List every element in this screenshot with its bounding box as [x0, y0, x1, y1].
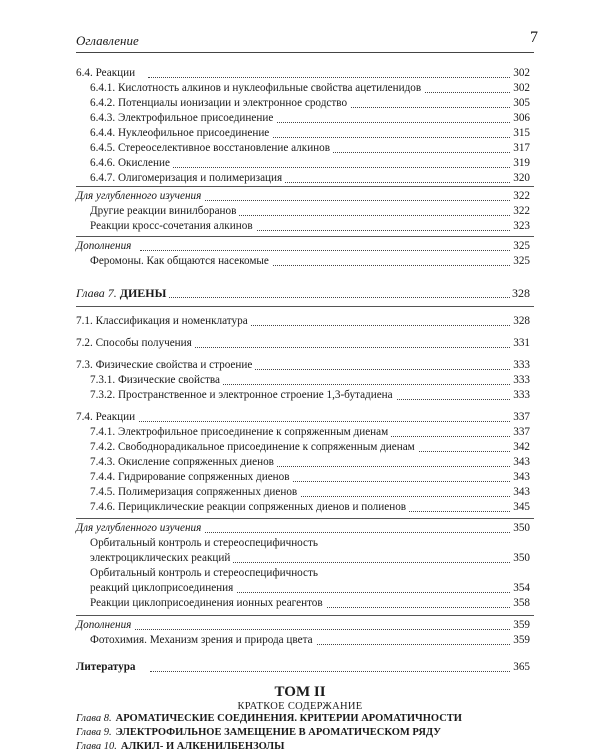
- toc-entry-page: 354: [513, 582, 530, 594]
- toc-entry-page: 337: [513, 411, 530, 423]
- toc-entry-page: 342: [513, 441, 530, 453]
- toc-entry-page: 305: [513, 97, 530, 109]
- toc-entry-title: 6.4.2. Потенциалы ионизации и электронное сродство: [90, 96, 350, 111]
- toc-entry-title: 7.4. Реакции: [76, 410, 138, 425]
- toc-entry: [0, 66, 600, 81]
- chapter-label: Глава 7.: [76, 286, 117, 300]
- toc-entry: [0, 521, 600, 536]
- section-rule: [76, 186, 534, 187]
- chapter-title: ДИЕНЫ: [119, 286, 167, 300]
- toc-entry-page: 343: [513, 456, 530, 468]
- toc-entry-page: 302: [513, 67, 530, 79]
- chapter-label: Глава 9.: [76, 727, 112, 738]
- toc-entry-page: 343: [513, 471, 530, 483]
- toc-entry-title: Реакции кросс-сочетания алкинов: [90, 219, 256, 234]
- toc-entry: [0, 189, 600, 204]
- toc-entry: [0, 581, 600, 596]
- toc-entry: [0, 633, 600, 648]
- toc-entry-title: 6.4.1. Кислотность алкинов и нуклеофильные свойства ацетиленидов: [90, 81, 424, 96]
- toc-entry-title: Фотохимия. Механизм зрения и природа цвета: [90, 633, 316, 648]
- toc-entry-page: 350: [513, 552, 530, 564]
- volume2-chapter: [76, 741, 284, 752]
- toc-entry: [0, 254, 600, 269]
- toc-entry-page: 350: [513, 522, 530, 534]
- toc-entry-page: 365: [513, 661, 530, 673]
- toc-entry-title: 6.4.5. Стереоселективное восстановление алкинов: [90, 141, 333, 156]
- toc-entry: [0, 410, 600, 425]
- toc-entry-title: 6.4.4. Нуклеофильное присоединение: [90, 126, 272, 141]
- toc-entry-title: 7.3.2. Пространственное и электронное строение 1,3-бутадиена: [90, 388, 396, 403]
- toc-entry-title: 7.3. Физические свойства и строение: [76, 358, 255, 373]
- toc-entry-page: 328: [512, 286, 530, 300]
- toc-chapter-entry: [0, 286, 600, 301]
- toc-entry-title: Для углубленного изучения: [76, 521, 204, 536]
- toc-entry: [0, 388, 600, 403]
- toc-entry: [0, 358, 600, 373]
- toc-entry-title: 6.4.6. Окисление: [90, 156, 173, 171]
- toc-entry: [0, 314, 600, 329]
- toc-entry: [0, 126, 600, 141]
- toc-entry: [0, 425, 600, 440]
- toc-entry-title: Литература: [76, 660, 139, 675]
- toc-entry: [0, 536, 600, 551]
- toc-entry-page: 320: [513, 172, 530, 184]
- section-rule: [76, 236, 534, 237]
- toc-entry-title: 6.4.3. Электрофильное присоединение: [90, 111, 276, 126]
- chapter-title: ЭЛЕКТРОФИЛЬНОЕ ЗАМЕЩЕНИЕ В АРОМАТИЧЕСКОМ РЯДУ: [115, 727, 441, 738]
- chapter-label: Глава 10.: [76, 741, 117, 752]
- toc-entry-title: 7.1. Классификация и номенклатура: [76, 314, 251, 329]
- toc-entry-title: Другие реакции винилборанов: [90, 204, 239, 219]
- toc-entry: [0, 551, 600, 566]
- toc-entry-page: 322: [513, 190, 530, 202]
- toc-entry: [0, 81, 600, 96]
- chapter-title: АРОМАТИЧЕСКИЕ СОЕДИНЕНИЯ. КРИТЕРИИ АРОМАТИЧНОСТИ: [115, 713, 462, 724]
- toc-entry: [0, 141, 600, 156]
- toc-entry-title: Дополнения: [76, 239, 134, 254]
- toc-entry-title: 7.3.1. Физические свойства: [90, 373, 223, 388]
- toc-entry-page: 302: [513, 82, 530, 94]
- toc-entry-page: 343: [513, 486, 530, 498]
- toc-entry-page: 323: [513, 220, 530, 232]
- toc-entry-title: Дополнения: [76, 618, 134, 633]
- volume2-chapter: [76, 713, 462, 724]
- toc-entry-page: 345: [513, 501, 530, 513]
- toc-entry-title: 6.4. Реакции: [76, 66, 138, 81]
- page-number: 7: [530, 29, 538, 46]
- toc-entry-title: Для углубленного изучения: [76, 189, 204, 204]
- toc-entry: [0, 336, 600, 351]
- toc-entry-title: электроциклических реакций: [90, 551, 233, 566]
- toc-entry: [0, 373, 600, 388]
- toc-entry-page: 322: [513, 205, 530, 217]
- toc-entry: [0, 239, 600, 254]
- section-rule: [76, 518, 534, 519]
- toc-entry-page: 358: [513, 597, 530, 609]
- toc-entry-title: 7.4.5. Полимеризация сопряженных диенов: [90, 485, 300, 500]
- toc-entry-page: 333: [513, 359, 530, 371]
- toc-entry: [0, 219, 600, 234]
- toc-entry: [0, 500, 600, 515]
- toc-entry: [0, 485, 600, 500]
- toc-entry-title: 7.4.4. Гидрирование сопряженных диенов: [90, 470, 293, 485]
- toc-entry-page: 306: [513, 112, 530, 124]
- toc-entry-page: 328: [513, 315, 530, 327]
- toc-entry-title: 7.4.2. Свободнорадикальное присоединение к сопряженным диенам: [90, 440, 418, 455]
- section-rule: [76, 306, 534, 307]
- toc-entry: [0, 618, 600, 633]
- toc-entry-page: 315: [513, 127, 530, 139]
- chapter-label: Глава 8.: [76, 713, 112, 724]
- toc-entry: [0, 171, 600, 186]
- volume-subtitle: КРАТКОЕ СОДЕРЖАНИЕ: [237, 701, 363, 712]
- toc-entry-title: Реакции циклоприсоединения ионных реагентов: [90, 596, 326, 611]
- toc-entry-title: Орбитальный контроль и стереоспецифичность: [90, 536, 321, 551]
- toc-entry-page: 359: [513, 634, 530, 646]
- toc-entry-page: 319: [513, 157, 530, 169]
- running-header: Оглавление: [76, 33, 139, 48]
- toc-entry: [0, 440, 600, 455]
- toc-entry: [0, 156, 600, 171]
- toc-entry-page: 325: [513, 240, 530, 252]
- toc-entry-title: 6.4.7. Олигомеризация и полимеризация: [90, 171, 285, 186]
- toc-entry: [0, 204, 600, 219]
- toc-entry-title: 7.2. Способы получения: [76, 336, 195, 351]
- toc-entry: [0, 470, 600, 485]
- toc-entry-title: Феромоны. Как общаются насекомые: [90, 254, 272, 269]
- volume-title: ТОМ II: [274, 684, 326, 700]
- toc-entry-title: Орбитальный контроль и стереоспецифичность: [90, 566, 321, 581]
- toc-entry-title: 7.4.6. Перициклические реакции сопряженных диенов и полиенов: [90, 500, 409, 515]
- toc-entry-page: 333: [513, 374, 530, 386]
- toc-entry-page: 333: [513, 389, 530, 401]
- toc-entry: [0, 566, 600, 581]
- toc-entry: [0, 96, 600, 111]
- chapter-title: АЛКИЛ- И АЛКЕНИЛБЕНЗОЛЫ: [120, 741, 285, 752]
- toc-entry-page: 337: [513, 426, 530, 438]
- toc-entry: [0, 111, 600, 126]
- toc-entry-title: 7.4.3. Окисление сопряженных диенов: [90, 455, 277, 470]
- toc-entry-page: 331: [513, 337, 530, 349]
- toc-entry-title: 7.4.1. Электрофильное присоединение к сопряженным диенам: [90, 425, 391, 440]
- toc-entry-title: реакций циклоприсоединения: [90, 581, 236, 596]
- toc-entry: [0, 455, 600, 470]
- header-rule: [76, 52, 534, 53]
- toc-bibliography-entry: [0, 660, 600, 675]
- toc-entry-page: 325: [513, 255, 530, 267]
- volume2-chapter: [76, 727, 441, 738]
- toc-entry-page: 317: [513, 142, 530, 154]
- toc-entry-page: 359: [513, 619, 530, 631]
- toc-entry: [0, 596, 600, 611]
- section-rule: [76, 615, 534, 616]
